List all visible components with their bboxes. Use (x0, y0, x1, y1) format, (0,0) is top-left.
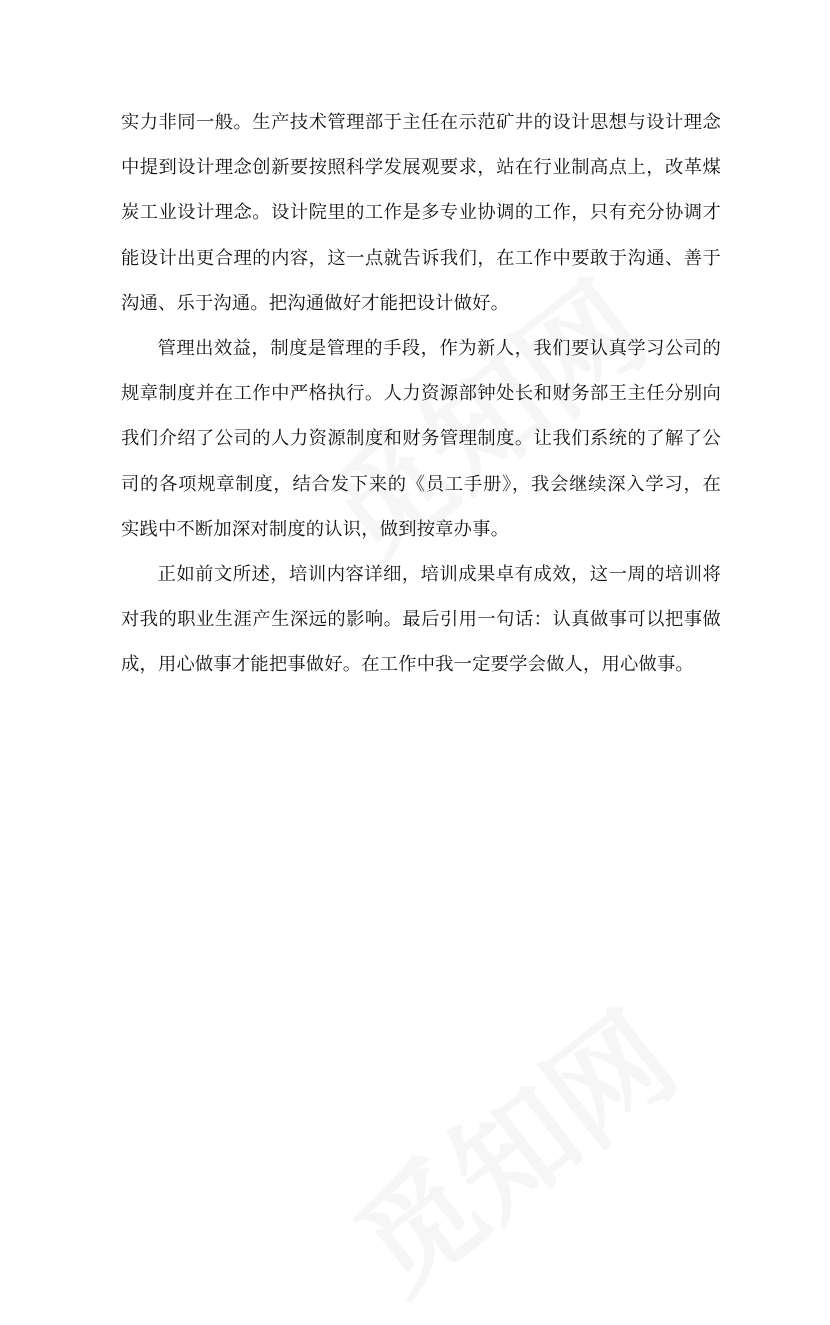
watermark-logo-bottom (315, 967, 705, 1324)
paragraph-2: 管理出效益，制度是管理的手段，作为新人，我们要认真学习公司的规章制度并在工作中严格执行。人力资源部钟处长和财务部王主任分别向我们介绍了公司的人力资源制度和财务管理制度。让我们系统的了解了公司的各项规章制度，结合发下来的《员工手册》，我会继续深入学习，在实践中不断加深对制度的认识，做到按章办事。 (121, 338, 721, 540)
paragraph-1: 实力非同一般。生产技术管理部于主任在示范矿井的设计思想与设计理念中提到设计理念创新要按照科学发展观要求，站在行业制高点上，改革煤炭工业设计理念。设计院里的工作是多专业协调的工作，只有充分协调才能设计出更合理的内容，这一点就告诉我们，在工作中要敢于沟通、善于沟通、乐于沟通。把沟通做好才能把设计做好。 (121, 112, 721, 314)
body-text (121, 100, 721, 688)
paragraph-3: 正如前文所述，培训内容详细，培训成果卓有成效，这一周的培训将对我的职业生涯产生深远的影响。最后引用一句话：认真做事可以把事做成，用心做事才能把事做好。在工作中我一定要学会做人，用心做事。 (121, 564, 721, 676)
